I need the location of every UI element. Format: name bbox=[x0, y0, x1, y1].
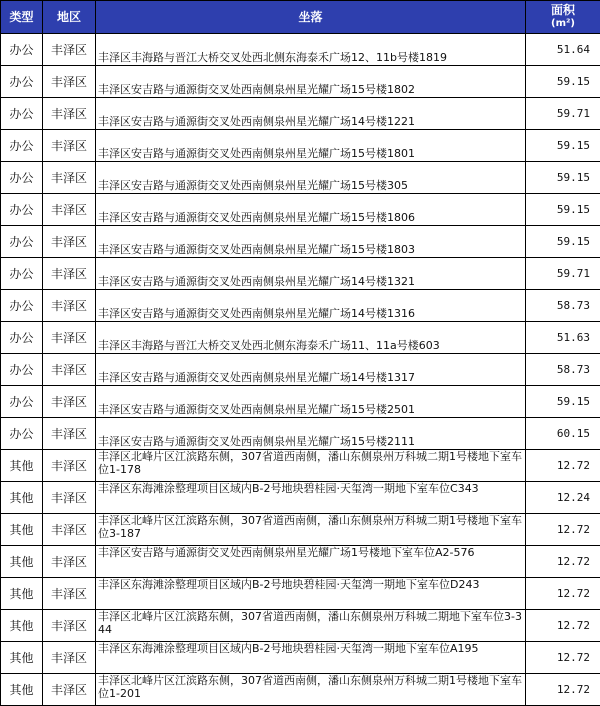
cell-location: 丰泽区东海滩涂整理项目区域内B-2号地块碧桂园·天玺湾一期地下室车位A195 bbox=[96, 642, 526, 674]
cell-location: 丰泽区安吉路与通源街交叉处西南侧泉州星光耀广场15号楼305 bbox=[96, 162, 526, 194]
cell-district: 丰泽区 bbox=[43, 322, 96, 354]
table-row bbox=[1, 162, 600, 194]
cell-location: 丰泽区北峰片区江滨路东侧，307省道西南侧，潘山东侧泉州万科城二期1号楼地下室车位1-201 bbox=[96, 674, 526, 706]
cell-district: 丰泽区 bbox=[43, 642, 96, 674]
cell-district: 丰泽区 bbox=[43, 514, 96, 546]
header-row bbox=[1, 1, 600, 34]
cell-area: 58.73 bbox=[526, 290, 600, 322]
cell-type: 办公 bbox=[1, 354, 43, 386]
table-row bbox=[1, 674, 600, 706]
cell-type: 办公 bbox=[1, 194, 43, 226]
cell-type: 其他 bbox=[1, 578, 43, 610]
cell-location: 丰泽区安吉路与通源街交叉处西南侧泉州星光耀广场15号楼1803 bbox=[96, 226, 526, 258]
table-row bbox=[1, 130, 600, 162]
cell-district: 丰泽区 bbox=[43, 482, 96, 514]
table-row bbox=[1, 194, 600, 226]
cell-area: 12.72 bbox=[526, 610, 600, 642]
cell-type: 办公 bbox=[1, 226, 43, 258]
cell-area: 12.72 bbox=[526, 578, 600, 610]
cell-district: 丰泽区 bbox=[43, 578, 96, 610]
cell-location: 丰泽区安吉路与通源街交叉处西南侧泉州星光耀广场15号楼1801 bbox=[96, 130, 526, 162]
cell-location: 丰泽区丰海路与晋江大桥交叉处西北侧东海泰禾广场11、11a号楼603 bbox=[96, 322, 526, 354]
table-row bbox=[1, 290, 600, 322]
cell-type: 办公 bbox=[1, 418, 43, 450]
header-area-unit: (m²) bbox=[528, 17, 598, 30]
cell-area: 12.72 bbox=[526, 546, 600, 578]
header-location: 坐落 bbox=[96, 1, 526, 34]
cell-district: 丰泽区 bbox=[43, 354, 96, 386]
cell-location: 丰泽区安吉路与通源街交叉处西南侧泉州星光耀广场14号楼1321 bbox=[96, 258, 526, 290]
table-row bbox=[1, 354, 600, 386]
cell-location: 丰泽区安吉路与通源街交叉处西南侧泉州星光耀广场15号楼2111 bbox=[96, 418, 526, 450]
header-area bbox=[526, 1, 600, 34]
cell-district: 丰泽区 bbox=[43, 450, 96, 482]
cell-district: 丰泽区 bbox=[43, 226, 96, 258]
cell-location: 丰泽区安吉路与通源街交叉处西南侧泉州星光耀广场15号楼2501 bbox=[96, 386, 526, 418]
cell-location: 丰泽区安吉路与通源街交叉处西南侧泉州星光耀广场15号楼1802 bbox=[96, 66, 526, 98]
table-row bbox=[1, 98, 600, 130]
cell-area: 12.72 bbox=[526, 450, 600, 482]
cell-area: 59.71 bbox=[526, 258, 600, 290]
cell-area: 59.15 bbox=[526, 162, 600, 194]
table-row bbox=[1, 546, 600, 578]
cell-district: 丰泽区 bbox=[43, 194, 96, 226]
cell-area: 59.15 bbox=[526, 66, 600, 98]
cell-district: 丰泽区 bbox=[43, 674, 96, 706]
table-row bbox=[1, 578, 600, 610]
cell-area: 60.15 bbox=[526, 418, 600, 450]
cell-type: 办公 bbox=[1, 386, 43, 418]
cell-district: 丰泽区 bbox=[43, 610, 96, 642]
cell-district: 丰泽区 bbox=[43, 290, 96, 322]
cell-area: 51.64 bbox=[526, 34, 600, 66]
cell-location: 丰泽区东海滩涂整理项目区域内B-2号地块碧桂园·天玺湾一期地下室车位C343 bbox=[96, 482, 526, 514]
table-row bbox=[1, 34, 600, 66]
cell-location: 丰泽区北峰片区江滨路东侧，307省道西南侧，潘山东侧泉州万科城二期1号楼地下室车位1-178 bbox=[96, 450, 526, 482]
cell-area: 59.15 bbox=[526, 226, 600, 258]
table-row bbox=[1, 642, 600, 674]
table-row bbox=[1, 610, 600, 642]
cell-location: 丰泽区北峰片区江滨路东侧，307省道西南侧，潘山东侧泉州万科城二期1号楼地下室车位3-187 bbox=[96, 514, 526, 546]
cell-location: 丰泽区东海滩涂整理项目区域内B-2号地块碧桂园·天玺湾一期地下室车位D243 bbox=[96, 578, 526, 610]
cell-type: 办公 bbox=[1, 258, 43, 290]
cell-district: 丰泽区 bbox=[43, 546, 96, 578]
table-row bbox=[1, 386, 600, 418]
header-district: 地区 bbox=[43, 1, 96, 34]
cell-district: 丰泽区 bbox=[43, 98, 96, 130]
table-row bbox=[1, 226, 600, 258]
table-row bbox=[1, 514, 600, 546]
cell-type: 办公 bbox=[1, 290, 43, 322]
cell-area: 12.72 bbox=[526, 514, 600, 546]
table-row bbox=[1, 450, 600, 482]
cell-type: 其他 bbox=[1, 610, 43, 642]
cell-district: 丰泽区 bbox=[43, 66, 96, 98]
cell-type: 其他 bbox=[1, 546, 43, 578]
cell-type: 办公 bbox=[1, 66, 43, 98]
table-body bbox=[1, 34, 600, 706]
cell-area: 12.24 bbox=[526, 482, 600, 514]
cell-district: 丰泽区 bbox=[43, 418, 96, 450]
cell-type: 办公 bbox=[1, 130, 43, 162]
cell-district: 丰泽区 bbox=[43, 258, 96, 290]
cell-district: 丰泽区 bbox=[43, 386, 96, 418]
cell-type: 其他 bbox=[1, 674, 43, 706]
table-row bbox=[1, 66, 600, 98]
cell-area: 51.63 bbox=[526, 322, 600, 354]
cell-location: 丰泽区安吉路与通源街交叉处西南侧泉州星光耀广场14号楼1316 bbox=[96, 290, 526, 322]
table-row bbox=[1, 482, 600, 514]
cell-type: 其他 bbox=[1, 450, 43, 482]
cell-location: 丰泽区安吉路与通源街交叉处西南侧泉州星光耀广场14号楼1221 bbox=[96, 98, 526, 130]
cell-type: 办公 bbox=[1, 98, 43, 130]
cell-location: 丰泽区安吉路与通源街交叉处西南侧泉州星光耀广场15号楼1806 bbox=[96, 194, 526, 226]
cell-area: 59.15 bbox=[526, 194, 600, 226]
cell-location: 丰泽区安吉路与通源街交叉处西南侧泉州星光耀广场14号楼1317 bbox=[96, 354, 526, 386]
cell-district: 丰泽区 bbox=[43, 34, 96, 66]
cell-district: 丰泽区 bbox=[43, 162, 96, 194]
cell-area: 59.15 bbox=[526, 386, 600, 418]
cell-area: 59.71 bbox=[526, 98, 600, 130]
cell-location: 丰泽区丰海路与晋江大桥交叉处西北侧东海泰禾广场12、11b号楼1819 bbox=[96, 34, 526, 66]
cell-type: 办公 bbox=[1, 162, 43, 194]
table-row bbox=[1, 418, 600, 450]
cell-area: 12.72 bbox=[526, 642, 600, 674]
cell-type: 办公 bbox=[1, 322, 43, 354]
cell-type: 办公 bbox=[1, 34, 43, 66]
table-row bbox=[1, 322, 600, 354]
header-area-label: 面积 bbox=[551, 3, 575, 17]
cell-type: 其他 bbox=[1, 514, 43, 546]
cell-location: 丰泽区安吉路与通源街交叉处西南侧泉州星光耀广场1号楼地下室车位A2-576 bbox=[96, 546, 526, 578]
cell-area: 59.15 bbox=[526, 130, 600, 162]
cell-area: 12.72 bbox=[526, 674, 600, 706]
cell-area: 58.73 bbox=[526, 354, 600, 386]
table-row bbox=[1, 258, 600, 290]
header-type: 类型 bbox=[1, 1, 43, 34]
cell-district: 丰泽区 bbox=[43, 130, 96, 162]
cell-type: 其他 bbox=[1, 482, 43, 514]
cell-type: 其他 bbox=[1, 642, 43, 674]
cell-location: 丰泽区北峰片区江滨路东侧，307省道西南侧，潘山东侧泉州万科城二期地下室车位3-344 bbox=[96, 610, 526, 642]
